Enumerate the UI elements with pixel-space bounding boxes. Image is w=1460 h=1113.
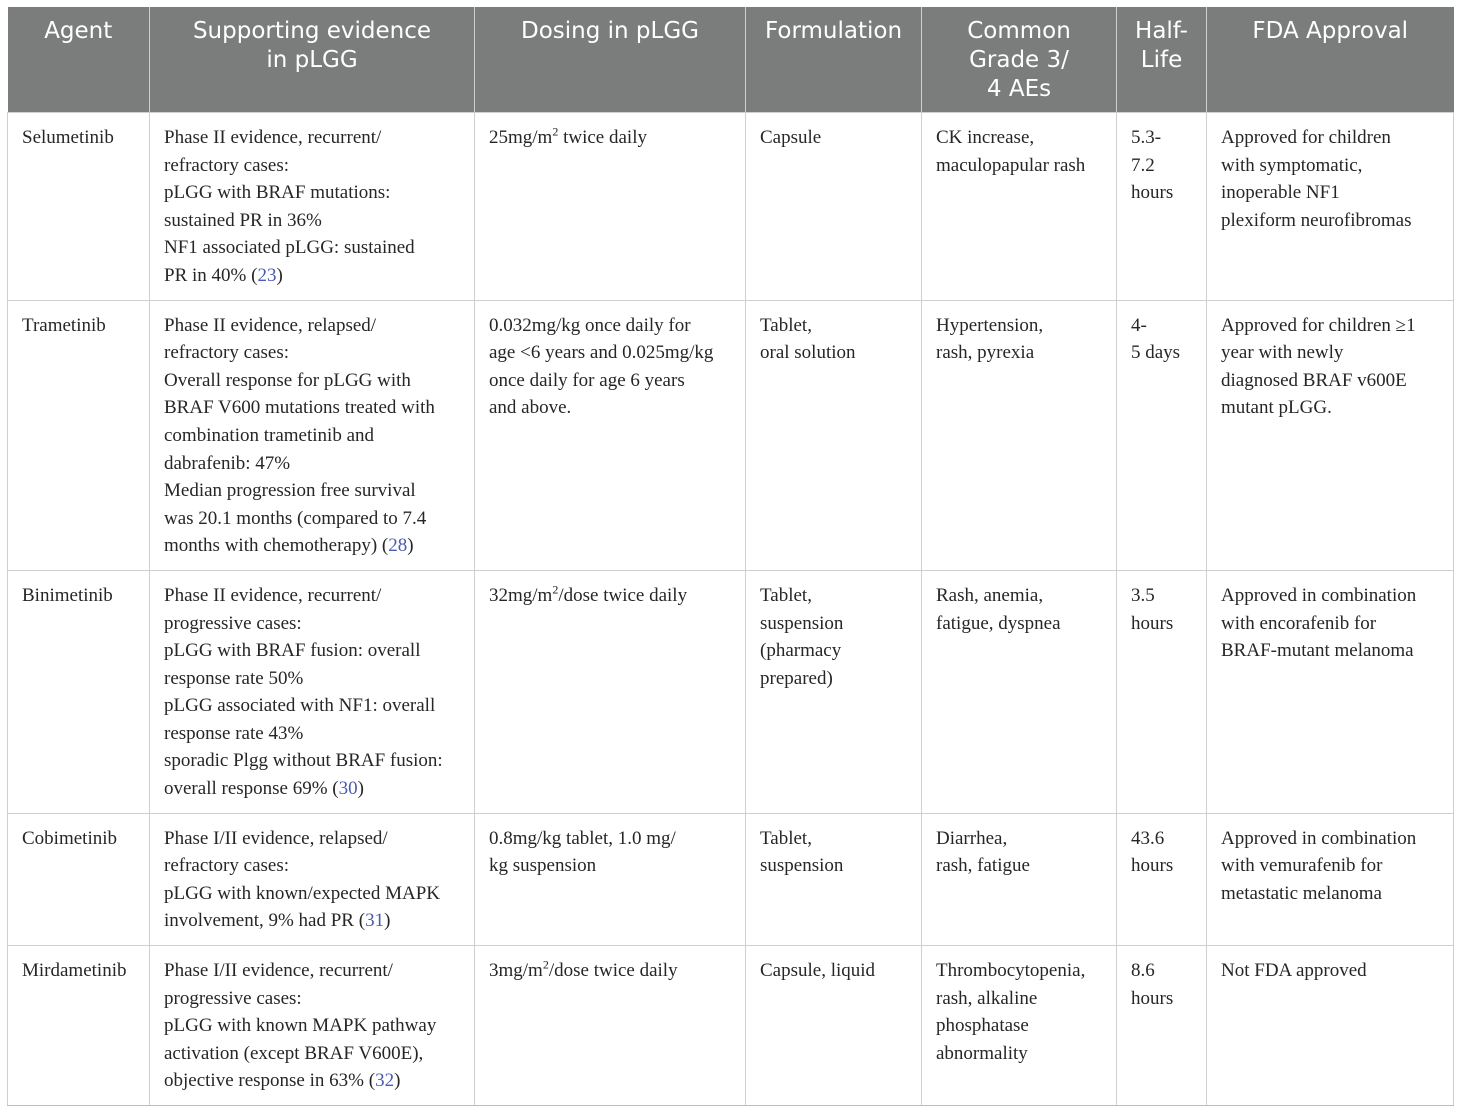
cell-agent: Binimetinib <box>8 570 150 813</box>
evidence-end: ) <box>384 910 391 932</box>
cell-evidence <box>150 946 475 1106</box>
evidence-text: Phase I/II evidence, recurrent/ progressive cases: pLGG with known MAPK pathway activation (except BRAF V600E), objective response in 63% ( <box>164 960 437 1092</box>
dosing-text-end: /dose twice daily <box>548 960 678 982</box>
dosing-text: 0.8mg/kg tablet, 1.0 mg/ kg suspension <box>489 827 676 877</box>
dosing-superscript: 2 <box>542 957 549 972</box>
cell-formulation: Tablet, oral solution <box>746 300 922 570</box>
cell-dosing <box>475 813 746 945</box>
evidence-end: ) <box>357 778 364 800</box>
reference-link[interactable]: 28 <box>388 535 408 557</box>
cell-evidence <box>150 570 475 813</box>
cell-fda-approval: Approved for children ≥1 year with newly diagnosed BRAF v600E mutant pLGG. <box>1207 300 1454 570</box>
header-supporting-evidence: Supporting evidence in pLGG <box>150 7 475 113</box>
cell-fda-approval: Approved in combination with vemurafenib for metastatic melanoma <box>1207 813 1454 945</box>
table-row <box>8 300 1454 570</box>
dosing-superscript: 2 <box>552 124 559 139</box>
header-half-life: Half- Life <box>1117 7 1207 113</box>
header-fda-approval: FDA Approval <box>1207 7 1454 113</box>
cell-half-life: 5.3- 7.2 hours <box>1117 113 1207 301</box>
header-formulation: Formulation <box>746 7 922 113</box>
cell-formulation: Tablet, suspension (pharmacy prepared) <box>746 570 922 813</box>
evidence-end: ) <box>276 264 283 286</box>
cell-agent: Cobimetinib <box>8 813 150 945</box>
cell-formulation: Tablet, suspension <box>746 813 922 945</box>
dosing-text: 25mg/m <box>489 127 553 148</box>
cell-agent: Trametinib <box>8 300 150 570</box>
cell-adverse-events: Thrombocytopenia, rash, alkaline phosphatase abnormality <box>922 946 1117 1106</box>
cell-agent: Mirdametinib <box>8 946 150 1106</box>
evidence-text: Phase II evidence, recurrent/ refractory cases: pLGG with BRAF mutations: sustained PR in 36% NF1 associated pLGG: sustained PR in 40% ( <box>164 127 415 286</box>
cell-adverse-events: Hypertension, rash, pyrexia <box>922 300 1117 570</box>
evidence-end: ) <box>407 535 414 557</box>
evidence-end: ) <box>394 1070 401 1092</box>
table-row <box>8 570 1454 813</box>
cell-fda-approval: Approved for children with symptomatic, inoperable NF1 plexiform neurofibromas <box>1207 113 1454 301</box>
header-dosing: Dosing in pLGG <box>475 7 746 113</box>
evidence-text: Phase I/II evidence, relapsed/ refractory cases: pLGG with known/expected MAPK involvement, 9% had PR ( <box>164 827 440 932</box>
cell-half-life: 4- 5 days <box>1117 300 1207 570</box>
cell-evidence <box>150 113 475 301</box>
table-row <box>8 113 1454 301</box>
dosing-superscript: 2 <box>552 582 559 597</box>
reference-link[interactable]: 23 <box>257 264 277 286</box>
cell-adverse-events: Diarrhea, rash, fatigue <box>922 813 1117 945</box>
cell-formulation: Capsule, liquid <box>746 946 922 1106</box>
reference-link[interactable]: 32 <box>375 1070 395 1092</box>
cell-half-life: 3.5 hours <box>1117 570 1207 813</box>
reference-link[interactable]: 31 <box>365 910 385 932</box>
header-adverse-events: Common Grade 3/ 4 AEs <box>922 7 1117 113</box>
mek-inhibitor-table <box>7 7 1454 1106</box>
evidence-text: Phase II evidence, recurrent/ progressive cases: pLGG with BRAF fusion: overall response rate 50% pLGG associated with NF1: overall response rate 43% sporadic Plgg without BRAF fusion: overall response 69% ( <box>164 584 443 800</box>
cell-adverse-events: Rash, anemia, fatigue, dyspnea <box>922 570 1117 813</box>
table-row <box>8 946 1454 1106</box>
dosing-text: 0.032mg/kg once daily for age <6 years and 0.025mg/kg once daily for age 6 years and above. <box>489 314 714 419</box>
header-agent: Agent <box>8 7 150 113</box>
cell-dosing <box>475 946 746 1106</box>
cell-dosing <box>475 570 746 813</box>
table-header <box>8 7 1454 113</box>
cell-half-life: 8.6 hours <box>1117 946 1207 1106</box>
table-body <box>8 113 1454 1106</box>
cell-fda-approval: Not FDA approved <box>1207 946 1454 1106</box>
cell-evidence <box>150 813 475 945</box>
dosing-text-end: twice daily <box>558 127 647 148</box>
cell-evidence <box>150 300 475 570</box>
reference-link[interactable]: 30 <box>338 778 358 800</box>
header-row <box>8 7 1454 113</box>
cell-agent: Selumetinib <box>8 113 150 301</box>
cell-dosing <box>475 113 746 301</box>
evidence-text: Phase II evidence, relapsed/ refractory cases: Overall response for pLGG with BRAF V600 mutations treated with combination trametinib and dabrafenib: 47% Median progression free survival was 20.1 months (compared to 7.4 months with chemotherapy) ( <box>164 314 435 557</box>
cell-half-life: 43.6 hours <box>1117 813 1207 945</box>
dosing-text-end: /dose twice daily <box>558 584 688 606</box>
cell-dosing <box>475 300 746 570</box>
dosing-text: 32mg/m <box>489 584 553 606</box>
dosing-text: 3mg/m <box>489 960 543 982</box>
cell-adverse-events: CK increase, maculopapular rash <box>922 113 1117 301</box>
cell-formulation: Capsule <box>746 113 922 301</box>
table-row <box>8 813 1454 945</box>
cell-fda-approval: Approved in combination with encorafenib for BRAF-mutant melanoma <box>1207 570 1454 813</box>
